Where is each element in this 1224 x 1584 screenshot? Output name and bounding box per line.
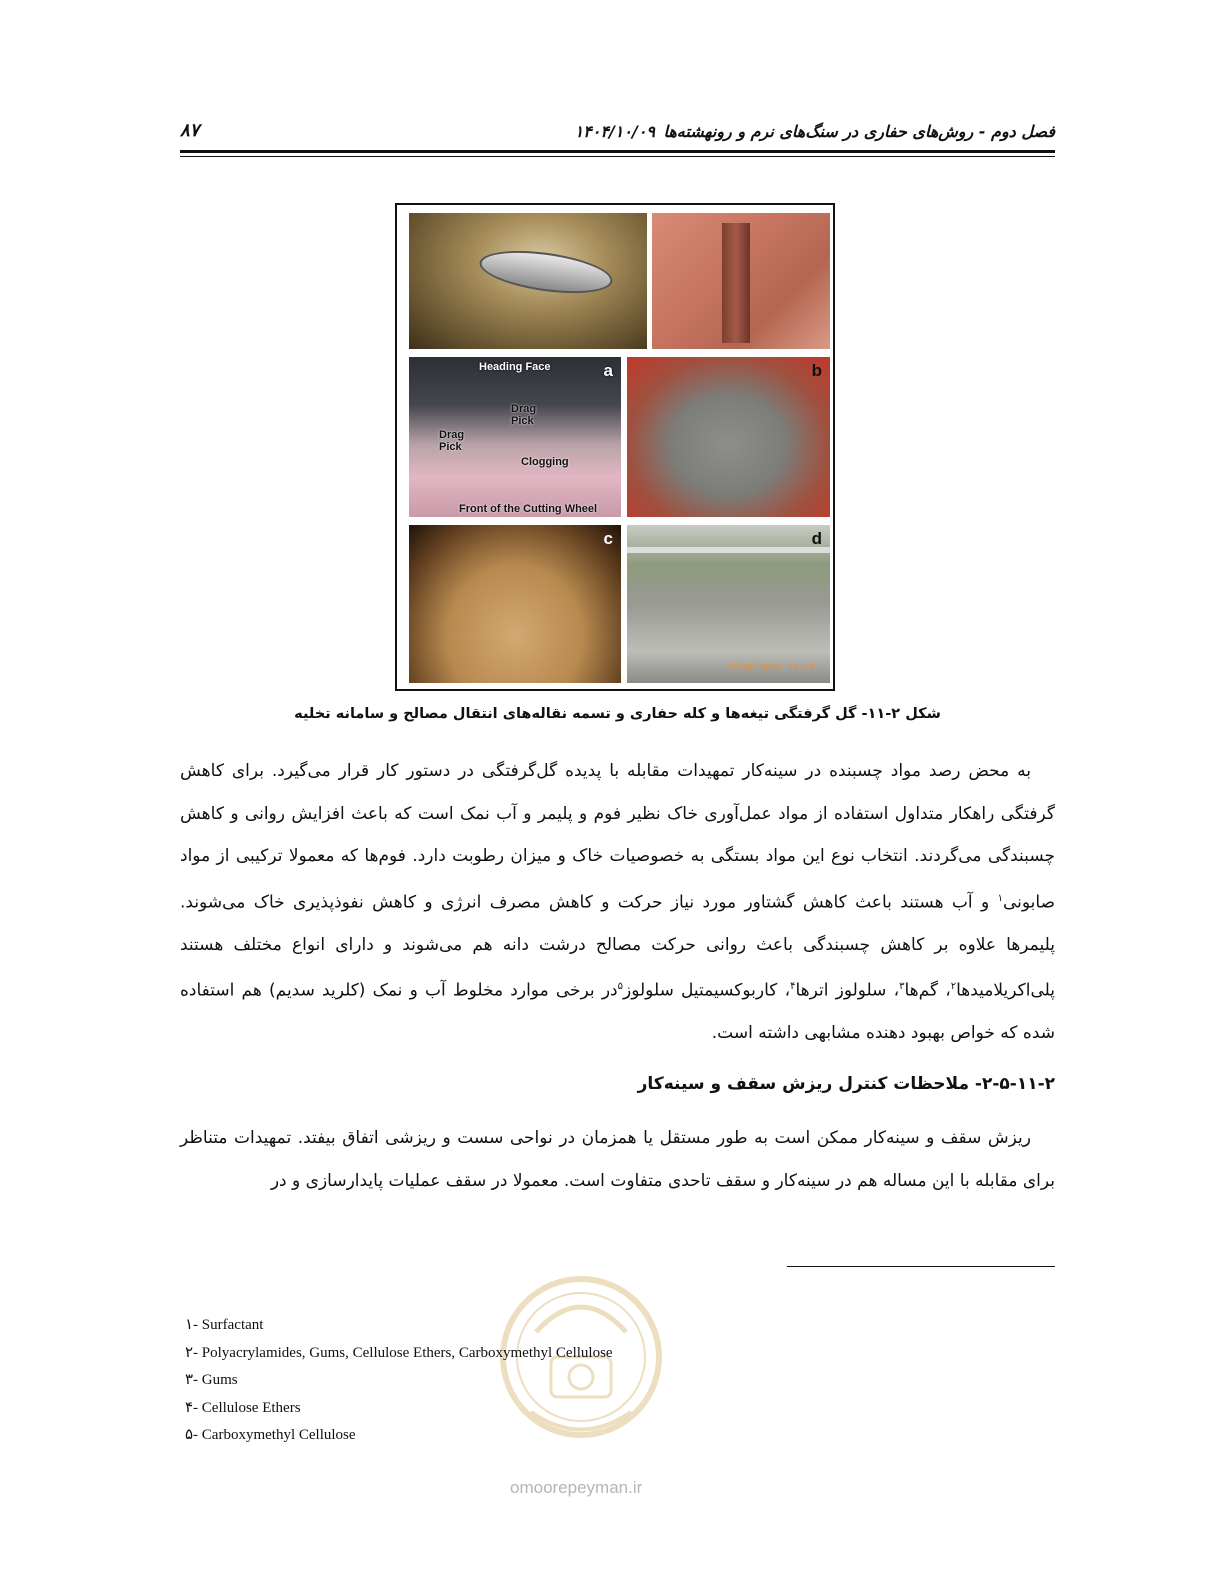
footnote-2: ۲- Polyacrylamides, Gums, Cellulose Ethers, Carboxymethyl Cellulose (185, 1344, 613, 1361)
photo-clogged-shaft (652, 213, 830, 349)
footnote-ref-4[interactable]: ۴ (790, 981, 796, 993)
footnote-5: ۵- Carboxymethyl Cellulose (185, 1427, 356, 1443)
label-clogging: Clogging (521, 456, 569, 468)
shaft-shape (722, 223, 750, 343)
label-drag-pick-2: Drag Pick (439, 429, 465, 453)
footnote-separator (787, 1266, 1055, 1267)
footnote-ref-5[interactable]: ۵ (617, 981, 624, 993)
footnote-ref-3[interactable]: ۳ (899, 981, 905, 993)
photo-clogged-cutting-wheel (409, 213, 647, 349)
figure-caption: شکل ۲-۱۱- گل گرفتگی تیغه‌ها و کله حفاری و تسمه نقاله‌های انتقال مصالح و سامانه تخلیه (294, 706, 941, 722)
footnote-ref-2[interactable]: ۲ (950, 981, 957, 993)
paragraph-1-text-d: ، سلولوز اترها (795, 980, 900, 1001)
photo-letter-c: c (603, 529, 613, 548)
paragraph-1-text-b: و آب هستند باعث کاهش گشتاور مورد نیاز حرکت و کاهش مصرف انرژی و کاهش نفوذپذیری خاک می‌شوند. پلیمرها علاوه بر کاهش چسبندگی باعث روانی حرکت مصالح درشت دانه هم می‌شوند و دارای انواع مختلف هستند پلی‌اکریلامیدها (180, 892, 1055, 1001)
chapter-title: فصل دوم - روش‌های حفاری در سنگ‌های نرم و رونهشته‌ها (663, 122, 1055, 141)
paragraph-2-text: ریزش سقف و سینه‌کار ممکن است به طور مستقل یا همزمان در نواحی سست و ریزشی اتفاق بیفتد. تمهیدات متناظر برای مقابله با این مساله هم در سینه‌کار و سقف تاحدی متفاوت است. معمولا در سقف عملیات پایدارسازی و در (180, 1128, 1055, 1191)
paragraph-1-text-c: ، گم‌ها (904, 980, 951, 1001)
page-number: ۸۷ (180, 120, 200, 141)
header-rule-thick (180, 150, 1055, 153)
cutting-wheel-shape (477, 244, 615, 300)
photo-a-heading-face (409, 357, 621, 517)
footnote-ref-1[interactable]: ۱ (997, 892, 1003, 904)
photo-d-conveyor (627, 525, 830, 683)
paragraph-1 (180, 750, 1055, 1055)
paragraph-1-text-e: ، کاربوکسیمتیل سلولوز (623, 980, 791, 1001)
photo-letter-b: b (811, 361, 822, 380)
photo-date-stamp: 13/06/2008 13:28 (727, 663, 814, 673)
header-rule-thin (180, 156, 1055, 157)
label-heading-face: Heading Face (479, 361, 551, 373)
paragraph-2 (180, 1117, 1055, 1202)
photo-letter-d: d (811, 529, 822, 548)
footnote-4: ۴- Cellulose Ethers (185, 1399, 301, 1416)
footnote-1: ۱- Surfactant (185, 1317, 264, 1333)
section-heading: ۲-۵-۱۱-۲- ملاحظات کنترل ریزش سقف و سینه‌کار (637, 1074, 1055, 1094)
footnotes (185, 1312, 785, 1450)
page-header (180, 118, 1055, 152)
watermark-url[interactable]: omoorepeyman.ir (510, 1478, 643, 1497)
figure-photo-grid (395, 203, 835, 691)
paragraph-1-text-f: در برخی موارد مخلوط آب و نمک (کلرید سدیم) هم استفاده شده که خواص بهبود دهنده مشابهی داشته است. (180, 980, 1055, 1044)
photo-c-clay-lumps (409, 525, 621, 683)
conveyor-rail-shape (627, 547, 830, 553)
footnote-3: ۳- Gums (185, 1372, 238, 1388)
photo-letter-a: a (603, 361, 613, 380)
paragraph-1-text-a: به محض رصد مواد چسبنده در سینه‌کار تمهیدات مقابله با پدیده گل‌گرفتگی در دستور کار قرار می‌گیرد. برای کاهش گرفتگی راهکار متداول استفاده از مواد عمل‌آوری خاک نظیر فوم و پلیمر و آب نمک است که باعث افزایش روانی و کاهش چسبندگی می‌گردند. انتخاب نوع این مواد بستگی به خصوصیات خاک و میزان رطوبت دارد. فوم‌ها که معمولا ترکیبی از مواد صابونی (180, 761, 1055, 913)
photo-b-clogged-chamber (627, 357, 830, 517)
header-date: ۱۴۰۴/۱۰/۰۹ (574, 122, 655, 141)
label-front-cutting-wheel: Front of the Cutting Wheel (459, 503, 598, 515)
label-drag-pick-1: Drag Pick (511, 403, 537, 427)
